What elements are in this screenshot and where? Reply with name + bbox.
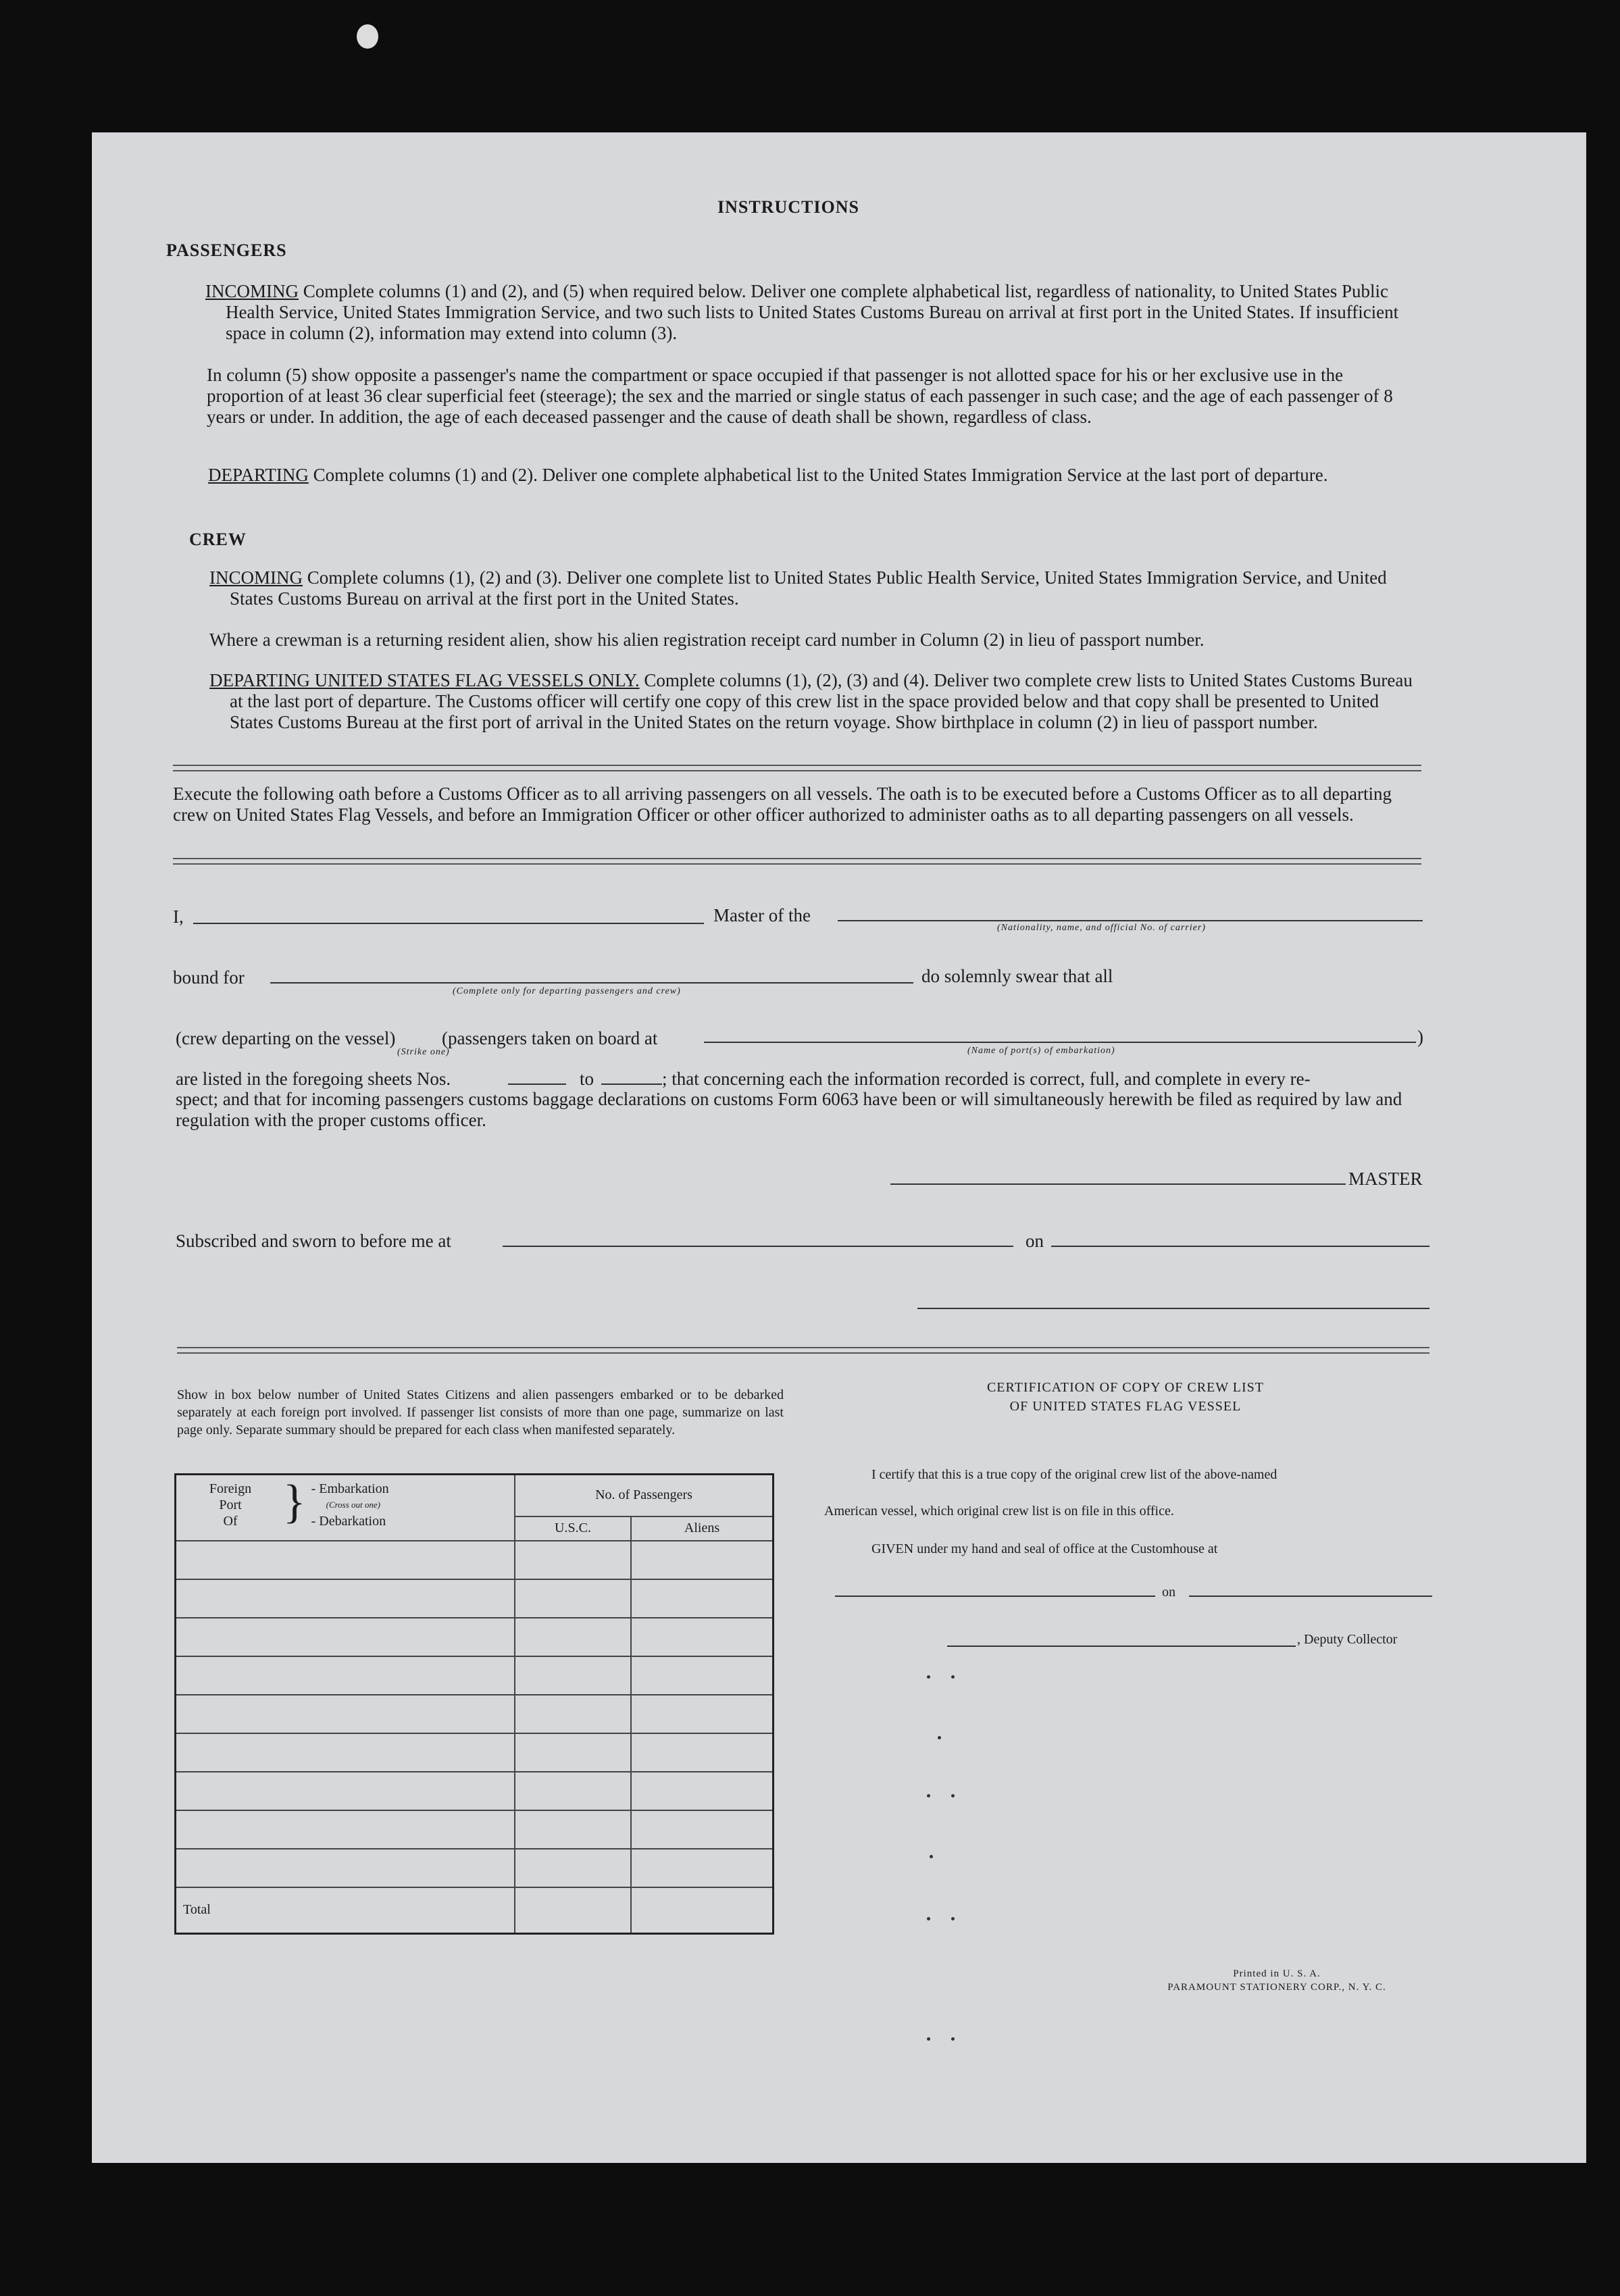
table-row[interactable] [176,1541,774,1579]
speck [930,1855,933,1858]
incoming-label: INCOMING [205,281,299,301]
crew-departing-paragraph [209,670,1421,733]
table-row[interactable] [176,1618,774,1656]
embarkation-option[interactable]: - Embarkation [311,1481,389,1496]
printer-name: PARAMOUNT STATIONERY CORP., N. Y. C. [1167,1982,1386,1993]
summary-instructions: Show in box below number of United States Citizens and alien passengers embarked or to be debarked separately at each foreign port involved. If passenger list consists of more than one page, summarize on last page only. Separate summary should be prepared for each class when manifested separately. [177,1387,784,1437]
listed-text-2: ; that concerning each the information recorded is correct, full, and complete in every re- [662,1069,1311,1089]
printed-in-usa: Printed in U. S. A. [1233,1968,1321,1979]
of-word: Of [223,1514,238,1529]
cross-out-caption: (Cross out one) [326,1500,381,1510]
table-row[interactable] [176,1849,774,1887]
bound-for-label: bound for [173,967,245,988]
certification-title-1: CERTIFICATION OF COPY OF CREW LIST [986,1380,1265,1395]
officer-signature-field[interactable] [917,1308,1429,1309]
table-row[interactable] [176,1810,774,1849]
master-signature-field[interactable] [890,1183,1346,1185]
sheet-from-field[interactable] [508,1083,566,1085]
master-of-the-label: Master of the [713,905,811,925]
carrier-field[interactable] [838,920,1423,921]
certification-title-2: OF UNITED STATES FLAG VESSEL [1009,1399,1242,1414]
usc-header: U.S.C. [515,1516,631,1541]
given-line: GIVEN under my hand and seal of office at the Customhouse at [871,1541,1218,1556]
speck [927,1675,930,1679]
speck [927,1917,930,1920]
speck [951,1917,955,1920]
foreign-word: Foreign [209,1481,252,1496]
divider-double [173,858,1421,865]
certification-title [835,1378,1416,1416]
deputy-signature-field[interactable] [947,1646,1296,1647]
crew-departing-label: DEPARTING UNITED STATES FLAG VESSELS ONLY. [209,670,640,690]
master-name-field[interactable] [193,923,704,924]
total-row[interactable] [176,1887,774,1934]
speck [927,2037,930,2041]
speck [951,1675,955,1679]
do-solemnly-label: do solemnly swear that all [921,966,1113,986]
column5-paragraph: In column (5) show opposite a passenger's name the compartment or space occupied if that passenger is not allotted space for his or her exclusive use in the proportion of at least 36 clear superficial feet (steerage); the sex and the married or single status of each passenger in such case; and the age of each passenger of 8 years or under. In addition, the age of each deceased passenger and the cause of death shall be shown, regardless of class. [207,365,1393,427]
ports-field[interactable] [704,1042,1416,1043]
to-label: to [580,1069,594,1089]
no-of-passengers-header: No. of Passengers [515,1475,774,1516]
page-title: INSTRUCTIONS [717,197,859,217]
speck [927,1794,930,1797]
divider-double [173,765,1421,771]
master-label: MASTER [1348,1169,1423,1189]
oath-intro: Execute the following oath before a Customs Officer as to all arriving passengers on all vessels. The oath is to be executed before a Customs Officer as to all departing crew on United States Flag Vessels, and before an Immigration Officer or other officer authorized to administer oaths as to all departing passengers on all vessels. [173,784,1392,825]
crew-departing-text: Complete columns (1), (2), (3) and (4). Deliver two complete crew lists to United States Customs Bureau at the last port of departure. The Customs officer will certify one copy of this crew list in the space provided below and that copy shall be presented to United States Customs Bureau at the first port of arrival in the United States on the return voyage. Show birthplace in column (2) in lieu of passport number. [230,670,1413,732]
debarkation-option[interactable]: - Debarkation [311,1514,386,1529]
sheet-to-field[interactable] [601,1083,662,1085]
nationality-caption: (Nationality, name, and official No. of carrier) [997,923,1206,933]
certify-line-2: American vessel, which original crew list is on file in this office. [824,1504,1174,1519]
resident-alien-paragraph: Where a crewman is a returning resident alien, show his alien registration receipt card number in Column (2) in lieu of passport number. [209,630,1205,650]
total-label: Total [176,1887,515,1934]
foreign-port-header [176,1475,515,1541]
ports-caption: (Name of port(s) of embarkation) [967,1046,1115,1056]
crew-incoming-label: INCOMING [209,567,303,588]
customhouse-field[interactable] [835,1596,1155,1597]
divider-double [177,1347,1429,1354]
i-label: I, [173,907,184,927]
strike-one-caption: (Strike one) [397,1047,450,1057]
table-row[interactable] [176,1772,774,1810]
close-paren: ) [1417,1027,1423,1047]
certify-line-1: I certify that this is a true copy of the original crew list of the above-named [871,1467,1277,1482]
passengers-departing-paragraph [208,465,1421,486]
brace: } [283,1476,306,1528]
cert-on-label: on [1162,1585,1175,1600]
complete-only-caption: (Complete only for departing passengers and crew) [453,986,681,996]
on-label: on [1026,1231,1044,1251]
speck [951,1794,955,1797]
printer-imprint [1121,1967,1432,1994]
deputy-collector-label: , Deputy Collector [1297,1632,1398,1647]
port-word: Port [219,1498,242,1512]
crew-departing-option[interactable]: (crew departing on the vessel) [176,1028,396,1048]
crew-heading: CREW [189,530,247,549]
passengers-taken-option[interactable]: (passengers taken on board at [442,1028,658,1048]
table-row[interactable] [176,1695,774,1733]
listed-text-3: spect; and that for incoming passengers customs baggage declarations on customs Form 6063 have been or will simultaneously herewith be filed as required by law and regulation with the proper customs officer. [176,1089,1402,1130]
bound-for-field[interactable] [270,982,913,984]
speck [951,2037,955,2041]
sworn-place-field[interactable] [503,1246,1013,1247]
aliens-header: Aliens [631,1516,774,1541]
passenger-summary-table [174,1473,774,1935]
departing-text: Complete columns (1) and (2). Deliver one complete alphabetical list to the United States Immigration Service at the last port of departure. [313,465,1328,485]
cert-date-field[interactable] [1189,1596,1432,1597]
punch-hole-mark [357,24,378,49]
sworn-date-field[interactable] [1051,1246,1429,1247]
crew-incoming-paragraph [209,567,1421,609]
subscribed-label: Subscribed and sworn to before me at [176,1231,451,1251]
table-row[interactable] [176,1733,774,1772]
incoming-text: Complete columns (1) and (2), and (5) when required below. Deliver one complete alphabetical list, regardless of nationality, to United States Public Health Service, United States Immigration Service, and two such lists to United States Customs Bureau on arrival at first port in the United States. If insufficient space in column (2), information may extend into column (3). [226,281,1399,343]
departing-label: DEPARTING [208,465,309,485]
embark-debark-labels [311,1481,389,1529]
foreign-port-label [183,1481,278,1529]
table-row[interactable] [176,1656,774,1695]
speck [938,1736,941,1739]
listed-text-1: are listed in the foregoing sheets Nos. [176,1069,451,1089]
crew-incoming-text: Complete columns (1), (2) and (3). Deliver one complete list to United States Public Health Service, United States Immigration Service, and United States Customs Bureau on arrival at the first port in the United States. [230,567,1387,609]
passengers-incoming-paragraph [205,281,1421,344]
table-row[interactable] [176,1579,774,1618]
passengers-heading: PASSENGERS [166,240,287,260]
